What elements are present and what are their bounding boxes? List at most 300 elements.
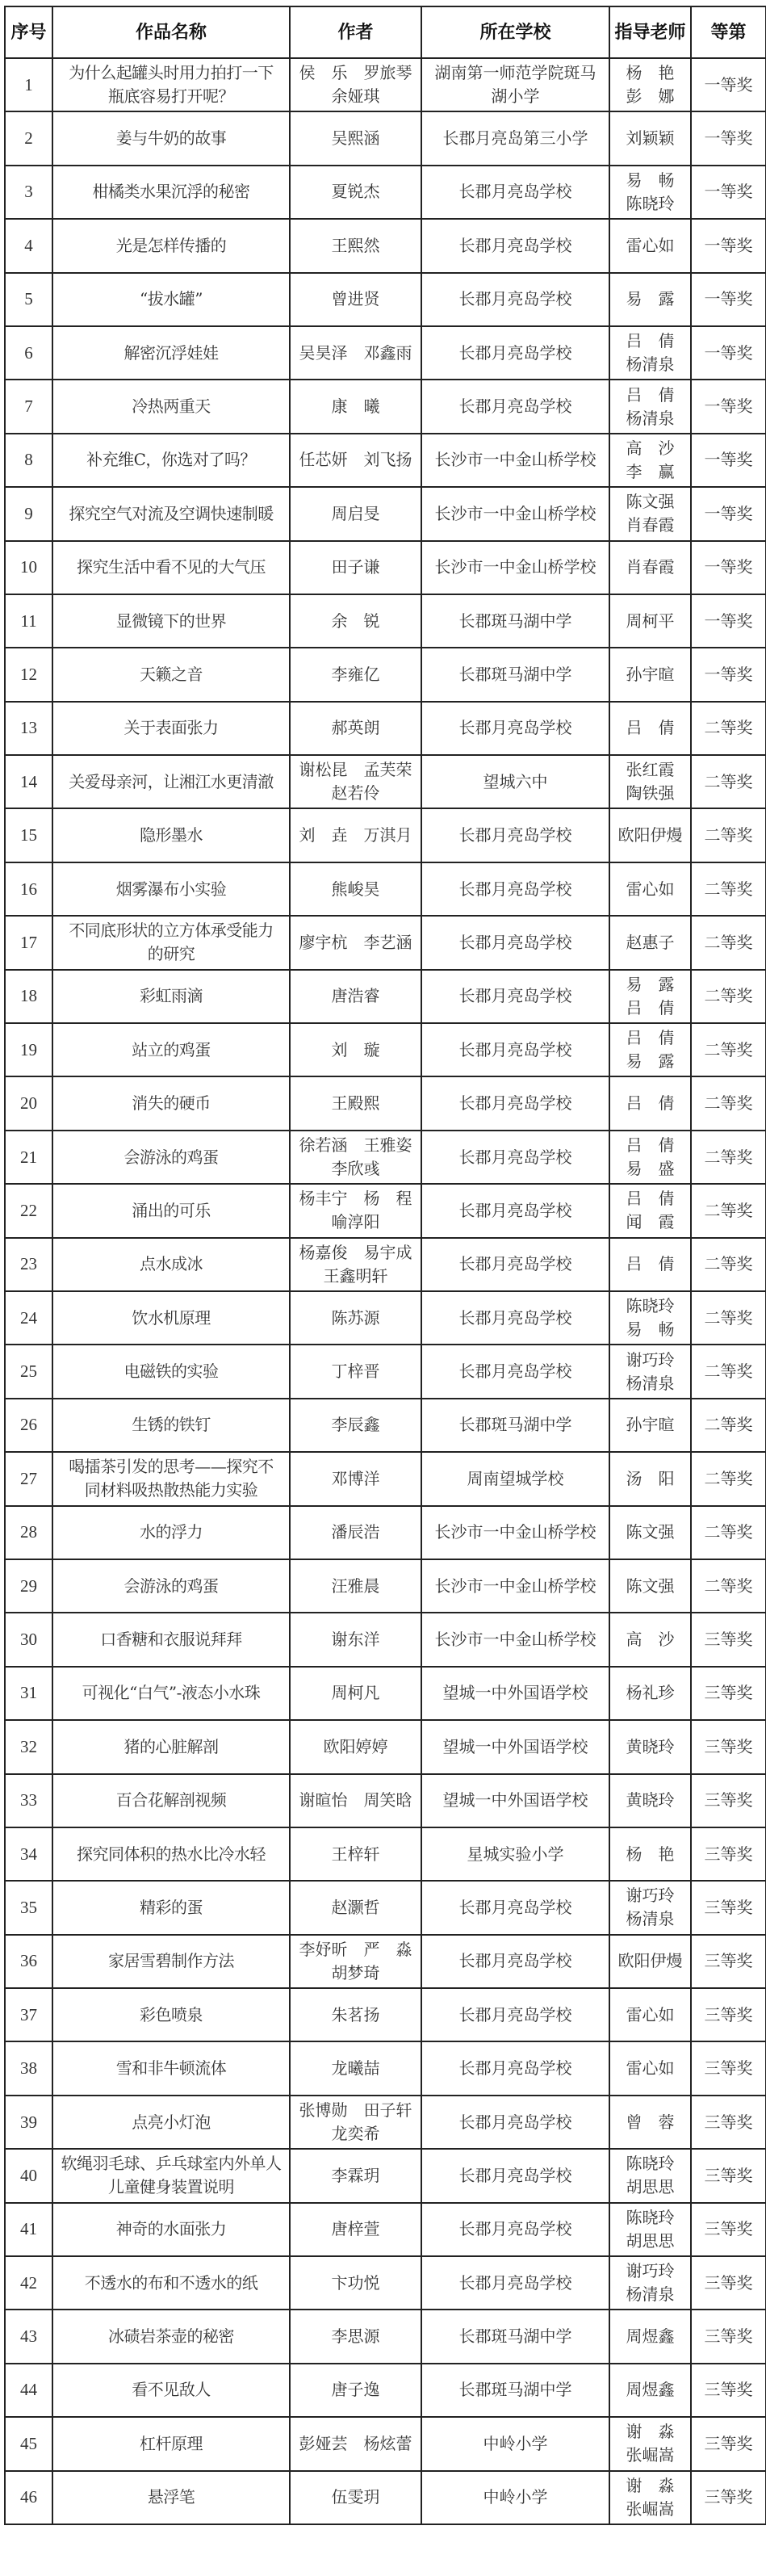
cell-school: 长沙市一中金山桥学校: [421, 541, 609, 594]
cell-teacher: 杨 艳: [609, 1827, 691, 1881]
table-row: [5, 1827, 766, 1881]
cell-school: 长郡月亮岛学校: [421, 1935, 609, 1988]
cell-award: 三等奖: [691, 1988, 766, 2041]
cell-school: 星城实验小学: [421, 1827, 609, 1881]
table-row: [5, 1720, 766, 1773]
cell-school: 长郡月亮岛学校: [421, 1988, 609, 2041]
cell-number: 10: [5, 541, 52, 594]
table-row: [5, 1023, 766, 1076]
cell-number: 39: [5, 2096, 52, 2149]
cell-number: 34: [5, 1827, 52, 1881]
cell-title: 不同底形状的立方体承受能力 的研究: [52, 916, 290, 969]
cell-school: 长沙市一中金山桥学校: [421, 1506, 609, 1559]
cell-author: 潘辰浩: [290, 1506, 421, 1559]
cell-school: 长郡月亮岛第三小学: [421, 111, 609, 165]
cell-teacher: 吕 倩 易 露: [609, 1023, 691, 1076]
cell-title: 关于表面张力: [52, 702, 290, 755]
cell-award: 二等奖: [691, 1131, 766, 1184]
cell-award: 二等奖: [691, 1291, 766, 1345]
table-row: [5, 1345, 766, 1398]
table-row: [5, 1131, 766, 1184]
cell-author: 刘 璇: [290, 1023, 421, 1076]
cell-award: 一等奖: [691, 541, 766, 594]
cell-number: 38: [5, 2041, 52, 2095]
cell-school: 长郡月亮岛学校: [421, 219, 609, 272]
cell-title: 神奇的水面张力: [52, 2203, 290, 2256]
cell-number: 42: [5, 2256, 52, 2310]
cell-author: 吴熙涵: [290, 111, 421, 165]
cell-award: 二等奖: [691, 1452, 766, 1505]
cell-title: 家居雪碧制作方法: [52, 1935, 290, 1988]
cell-school: 长郡月亮岛学校: [421, 326, 609, 380]
cell-award: 三等奖: [691, 2417, 766, 2470]
cell-number: 27: [5, 1452, 52, 1505]
cell-award: 二等奖: [691, 1238, 766, 1291]
cell-award: 二等奖: [691, 1506, 766, 1559]
cell-award: 一等奖: [691, 380, 766, 433]
cell-teacher: 吕 倩 易 盛: [609, 1131, 691, 1184]
cell-award: 二等奖: [691, 1184, 766, 1237]
cell-award: 三等奖: [691, 1720, 766, 1773]
cell-award: 一等奖: [691, 219, 766, 272]
cell-number: 43: [5, 2310, 52, 2363]
cell-school: 长郡月亮岛学校: [421, 2203, 609, 2256]
cell-title: 软绳羽毛球、乒乓球室内外单人 儿童健身装置说明: [52, 2149, 290, 2202]
table-row: [5, 1506, 766, 1559]
cell-school: 长郡斑马湖中学: [421, 2364, 609, 2417]
table-row: [5, 273, 766, 326]
cell-number: 23: [5, 1238, 52, 1291]
table-row: [5, 1452, 766, 1505]
header-author: 作者: [290, 6, 421, 58]
cell-author: 赵灏哲: [290, 1881, 421, 1934]
header-number: 序号: [5, 6, 52, 58]
header-school: 所在学校: [421, 6, 609, 58]
table-row: [5, 755, 766, 808]
cell-author: 唐浩睿: [290, 970, 421, 1023]
cell-author: 欧阳婷婷: [290, 1720, 421, 1773]
cell-teacher: 吕 倩 闻 霞: [609, 1184, 691, 1237]
cell-award: 三等奖: [691, 2096, 766, 2149]
cell-teacher: 谢巧玲 杨清泉: [609, 1881, 691, 1934]
cell-author: 康 曦: [290, 380, 421, 433]
cell-number: 7: [5, 380, 52, 433]
cell-award: 三等奖: [691, 1774, 766, 1827]
cell-author: 李霖玥: [290, 2149, 421, 2202]
cell-number: 18: [5, 970, 52, 1023]
cell-school: 长郡月亮岛学校: [421, 1184, 609, 1237]
cell-title: 百合花解剖视频: [52, 1774, 290, 1827]
cell-number: 4: [5, 219, 52, 272]
table-row: [5, 2203, 766, 2256]
cell-award: 三等奖: [691, 2203, 766, 2256]
cell-title: “拔水罐”: [52, 273, 290, 326]
cell-award: 一等奖: [691, 58, 766, 111]
cell-author: 龙曦喆: [290, 2041, 421, 2095]
cell-author: 李辰鑫: [290, 1399, 421, 1452]
table-row: [5, 1559, 766, 1613]
cell-title: 探究空气对流及空调快速制暖: [52, 487, 290, 540]
cell-author: 任芯妍 刘飞扬: [290, 434, 421, 487]
cell-author: 谢松昆 孟芙荣 赵若伶: [290, 755, 421, 808]
cell-school: 长郡斑马湖中学: [421, 594, 609, 648]
cell-number: 29: [5, 1559, 52, 1613]
cell-award: 二等奖: [691, 1076, 766, 1130]
cell-teacher: 欧阳伊熳: [609, 1935, 691, 1988]
cell-title: 关爱母亲河，让湘江水更清澈: [52, 755, 290, 808]
cell-title: 补充维C，你选对了吗？: [52, 434, 290, 487]
table-row: [5, 2310, 766, 2363]
cell-author: 曾进贤: [290, 273, 421, 326]
cell-school: 长郡月亮岛学校: [421, 702, 609, 755]
cell-title: 可视化“白气”-液态小水珠: [52, 1667, 290, 1720]
cell-title: 会游泳的鸡蛋: [52, 1559, 290, 1613]
cell-author: 余 锐: [290, 594, 421, 648]
cell-number: 28: [5, 1506, 52, 1559]
cell-author: 周柯凡: [290, 1667, 421, 1720]
cell-school: 长郡月亮岛学校: [421, 1023, 609, 1076]
cell-award: 二等奖: [691, 970, 766, 1023]
table-row: [5, 862, 766, 916]
cell-number: 37: [5, 1988, 52, 2041]
cell-number: 21: [5, 1131, 52, 1184]
cell-school: 长郡月亮岛学校: [421, 2149, 609, 2202]
cell-author: 陈苏源: [290, 1291, 421, 1345]
cell-teacher: 吕 倩: [609, 1076, 691, 1130]
cell-teacher: 周煜鑫: [609, 2310, 691, 2363]
table-row: [5, 1667, 766, 1720]
cell-school: 长郡月亮岛学校: [421, 862, 609, 916]
cell-number: 3: [5, 166, 52, 219]
cell-teacher: 孙宇暄: [609, 1399, 691, 1452]
cell-title: 猪的心脏解剖: [52, 1720, 290, 1773]
cell-title: 精彩的蛋: [52, 1881, 290, 1934]
cell-school: 长郡月亮岛学校: [421, 1345, 609, 1398]
cell-school: 长郡月亮岛学校: [421, 2256, 609, 2310]
cell-title: 喝擂茶引发的思考——探究不 同材料吸热散热能力实验: [52, 1452, 290, 1505]
cell-award: 一等奖: [691, 166, 766, 219]
cell-award: 一等奖: [691, 648, 766, 701]
cell-school: 长郡月亮岛学校: [421, 916, 609, 969]
cell-title: 点水成冰: [52, 1238, 290, 1291]
cell-number: 44: [5, 2364, 52, 2417]
cell-teacher: 张红霞 陶铁强: [609, 755, 691, 808]
cell-school: 长郡月亮岛学校: [421, 808, 609, 862]
table-row: [5, 2149, 766, 2202]
table-row: [5, 219, 766, 272]
cell-school: 中岭小学: [421, 2417, 609, 2470]
cell-author: 汪雅晨: [290, 1559, 421, 1613]
cell-author: 丁梓晋: [290, 1345, 421, 1398]
table-row: [5, 58, 766, 111]
cell-award: 三等奖: [691, 1935, 766, 1988]
cell-number: 9: [5, 487, 52, 540]
header-title: 作品名称: [52, 6, 290, 58]
awards-table: [4, 6, 766, 2525]
cell-author: 李雍亿: [290, 648, 421, 701]
cell-award: 三等奖: [691, 2041, 766, 2095]
cell-title: 探究同体积的热水比冷水轻: [52, 1827, 290, 1881]
cell-teacher: 吕 倩: [609, 1238, 691, 1291]
cell-teacher: 周柯平: [609, 594, 691, 648]
table-row: [5, 1881, 766, 1934]
cell-school: 长郡月亮岛学校: [421, 166, 609, 219]
cell-school: 长郡月亮岛学校: [421, 1238, 609, 1291]
cell-author: 伍雯玥: [290, 2471, 421, 2524]
table-row: [5, 2364, 766, 2417]
cell-number: 36: [5, 1935, 52, 1988]
cell-teacher: 汤 阳: [609, 1452, 691, 1505]
cell-teacher: 高 沙 李 赢: [609, 434, 691, 487]
cell-school: 长郡月亮岛学校: [421, 1291, 609, 1345]
cell-author: 杨丰宁 杨 程 喻淳阳: [290, 1184, 421, 1237]
cell-teacher: 高 沙: [609, 1613, 691, 1666]
cell-teacher: 谢 淼 张崛嵩: [609, 2471, 691, 2524]
cell-number: 26: [5, 1399, 52, 1452]
cell-school: 长沙市一中金山桥学校: [421, 487, 609, 540]
table-row: [5, 2417, 766, 2470]
table-row: [5, 166, 766, 219]
cell-teacher: 易 露: [609, 273, 691, 326]
cell-award: 三等奖: [691, 2149, 766, 2202]
cell-teacher: 杨礼珍: [609, 1667, 691, 1720]
cell-school: 长郡月亮岛学校: [421, 1881, 609, 1934]
cell-author: 周启旻: [290, 487, 421, 540]
cell-award: 二等奖: [691, 808, 766, 862]
cell-teacher: 黄晓玲: [609, 1720, 691, 1773]
cell-award: 一等奖: [691, 273, 766, 326]
cell-teacher: 刘颖颖: [609, 111, 691, 165]
cell-title: 口香糖和衣服说拜拜: [52, 1613, 290, 1666]
cell-award: 一等奖: [691, 326, 766, 380]
cell-number: 22: [5, 1184, 52, 1237]
table-row: [5, 2256, 766, 2310]
cell-school: 长郡月亮岛学校: [421, 380, 609, 433]
cell-teacher: 陈晓玲 胡思思: [609, 2149, 691, 2202]
cell-school: 长郡斑马湖中学: [421, 648, 609, 701]
cell-number: 46: [5, 2471, 52, 2524]
cell-title: 消失的硬币: [52, 1076, 290, 1130]
cell-school: 长郡月亮岛学校: [421, 273, 609, 326]
cell-teacher: 雷心如: [609, 862, 691, 916]
cell-school: 望城一中外国语学校: [421, 1667, 609, 1720]
cell-author: 杨嘉俊 易宇成 王鑫明轩: [290, 1238, 421, 1291]
cell-award: 二等奖: [691, 1399, 766, 1452]
cell-award: 三等奖: [691, 1667, 766, 1720]
cell-title: 光是怎样传播的: [52, 219, 290, 272]
cell-teacher: 雷心如: [609, 219, 691, 272]
cell-title: 看不见敌人: [52, 2364, 290, 2417]
cell-author: 夏锐杰: [290, 166, 421, 219]
cell-number: 20: [5, 1076, 52, 1130]
cell-title: 彩色喷泉: [52, 1988, 290, 2041]
table-row: [5, 2041, 766, 2095]
cell-school: 周南望城学校: [421, 1452, 609, 1505]
cell-award: 三等奖: [691, 2471, 766, 2524]
cell-teacher: 陈文强: [609, 1506, 691, 1559]
table-row: [5, 594, 766, 648]
cell-number: 15: [5, 808, 52, 862]
cell-title: 电磁铁的实验: [52, 1345, 290, 1398]
table-row: [5, 648, 766, 701]
cell-title: 冰碛岩茶壶的秘密: [52, 2310, 290, 2363]
cell-award: 一等奖: [691, 434, 766, 487]
cell-school: 长郡月亮岛学校: [421, 1076, 609, 1130]
table-row: [5, 380, 766, 433]
table-row: [5, 1184, 766, 1237]
cell-award: 二等奖: [691, 1023, 766, 1076]
cell-title: 站立的鸡蛋: [52, 1023, 290, 1076]
cell-title: 姜与牛奶的故事: [52, 111, 290, 165]
cell-teacher: 周煜鑫: [609, 2364, 691, 2417]
cell-teacher: 陈文强: [609, 1559, 691, 1613]
header-award: 等第: [691, 6, 766, 58]
cell-title: 隐形墨水: [52, 808, 290, 862]
cell-teacher: 易 露 吕 倩: [609, 970, 691, 1023]
table-row: [5, 541, 766, 594]
cell-school: 望城六中: [421, 755, 609, 808]
cell-teacher: 孙宇暄: [609, 648, 691, 701]
table-row: [5, 2471, 766, 2524]
cell-school: 长郡月亮岛学校: [421, 2096, 609, 2149]
cell-author: 谢暄怡 周笑晗: [290, 1774, 421, 1827]
cell-award: 二等奖: [691, 1559, 766, 1613]
cell-number: 11: [5, 594, 52, 648]
cell-teacher: 赵惠子: [609, 916, 691, 969]
cell-award: 三等奖: [691, 2364, 766, 2417]
cell-award: 三等奖: [691, 1613, 766, 1666]
cell-title: 会游泳的鸡蛋: [52, 1131, 290, 1184]
cell-author: 田子谦: [290, 541, 421, 594]
cell-author: 熊峻昊: [290, 862, 421, 916]
cell-award: 三等奖: [691, 1881, 766, 1934]
cell-school: 长沙市一中金山桥学校: [421, 1559, 609, 1613]
cell-author: 侯 乐 罗旅琴 余娅琪: [290, 58, 421, 111]
header-teacher: 指导老师: [609, 6, 691, 58]
cell-author: 李思源: [290, 2310, 421, 2363]
cell-number: 35: [5, 1881, 52, 1934]
table-row: [5, 1988, 766, 2041]
cell-school: 湖南第一师范学院斑马 湖小学: [421, 58, 609, 111]
table-row: [5, 702, 766, 755]
cell-award: 一等奖: [691, 594, 766, 648]
cell-number: 16: [5, 862, 52, 916]
cell-number: 17: [5, 916, 52, 969]
table-row: [5, 111, 766, 165]
cell-award: 三等奖: [691, 1827, 766, 1881]
cell-number: 5: [5, 273, 52, 326]
cell-school: 长沙市一中金山桥学校: [421, 1613, 609, 1666]
cell-title: 天籁之音: [52, 648, 290, 701]
table-row: [5, 2096, 766, 2149]
table-row: [5, 326, 766, 380]
cell-title: 杠杆原理: [52, 2417, 290, 2470]
cell-school: 长沙市一中金山桥学校: [421, 434, 609, 487]
cell-author: 邓博洋: [290, 1452, 421, 1505]
cell-school: 长郡斑马湖中学: [421, 1399, 609, 1452]
cell-title: 烟雾瀑布小实验: [52, 862, 290, 916]
cell-school: 望城一中外国语学校: [421, 1720, 609, 1773]
cell-teacher: 雷心如: [609, 1988, 691, 2041]
cell-author: 刘 垚 万淇月: [290, 808, 421, 862]
cell-title: 涌出的可乐: [52, 1184, 290, 1237]
cell-number: 31: [5, 1667, 52, 1720]
cell-title: 生锈的铁钉: [52, 1399, 290, 1452]
cell-teacher: 谢 淼 张崛嵩: [609, 2417, 691, 2470]
cell-title: 点亮小灯泡: [52, 2096, 290, 2149]
cell-author: 徐若涵 王雅姿 李欣彧: [290, 1131, 421, 1184]
table-body: [5, 58, 766, 2524]
cell-number: 41: [5, 2203, 52, 2256]
cell-number: 25: [5, 1345, 52, 1398]
cell-author: 卞功悦: [290, 2256, 421, 2310]
cell-number: 24: [5, 1291, 52, 1345]
cell-teacher: 易 畅 陈晓玲: [609, 166, 691, 219]
cell-award: 一等奖: [691, 111, 766, 165]
cell-number: 12: [5, 648, 52, 701]
cell-number: 30: [5, 1613, 52, 1666]
cell-number: 13: [5, 702, 52, 755]
cell-number: 40: [5, 2149, 52, 2202]
cell-school: 中岭小学: [421, 2471, 609, 2524]
cell-number: 8: [5, 434, 52, 487]
cell-number: 32: [5, 1720, 52, 1773]
cell-number: 2: [5, 111, 52, 165]
cell-teacher: 陈文强 肖春霞: [609, 487, 691, 540]
cell-author: 彭娅芸 杨炫蕾: [290, 2417, 421, 2470]
table-row: [5, 1399, 766, 1452]
table-row: [5, 434, 766, 487]
cell-author: 唐梓萱: [290, 2203, 421, 2256]
table-row: [5, 1076, 766, 1130]
table-row: [5, 1935, 766, 1988]
cell-teacher: 欧阳伊熳: [609, 808, 691, 862]
table-row: [5, 1613, 766, 1666]
cell-number: 1: [5, 58, 52, 111]
cell-number: 33: [5, 1774, 52, 1827]
cell-teacher: 陈晓玲 易 畅: [609, 1291, 691, 1345]
cell-school: 长郡月亮岛学校: [421, 2041, 609, 2095]
cell-award: 二等奖: [691, 916, 766, 969]
cell-title: 雪和非牛顿流体: [52, 2041, 290, 2095]
cell-title: 不透水的布和不透水的纸: [52, 2256, 290, 2310]
cell-award: 二等奖: [691, 755, 766, 808]
table-row: [5, 1774, 766, 1827]
table-row: [5, 970, 766, 1023]
table-row: [5, 1291, 766, 1345]
cell-teacher: 肖春霞: [609, 541, 691, 594]
table-row: [5, 487, 766, 540]
cell-number: 14: [5, 755, 52, 808]
cell-title: 探究生活中看不见的大气压: [52, 541, 290, 594]
cell-author: 郝英朗: [290, 702, 421, 755]
cell-teacher: 陈晓玲 胡思思: [609, 2203, 691, 2256]
cell-school: 长郡月亮岛学校: [421, 1131, 609, 1184]
cell-teacher: 吕 倩 杨清泉: [609, 380, 691, 433]
cell-author: 王梓轩: [290, 1827, 421, 1881]
cell-award: 三等奖: [691, 2256, 766, 2310]
cell-teacher: 吕 倩: [609, 702, 691, 755]
cell-teacher: 谢巧玲 杨清泉: [609, 2256, 691, 2310]
cell-author: 唐子逸: [290, 2364, 421, 2417]
cell-number: 19: [5, 1023, 52, 1076]
cell-school: 长郡斑马湖中学: [421, 2310, 609, 2363]
cell-author: 廖宇杭 李艺涵: [290, 916, 421, 969]
cell-title: 为什么起罐头时用力拍打一下 瓶底容易打开呢？: [52, 58, 290, 111]
cell-award: 二等奖: [691, 1345, 766, 1398]
cell-number: 45: [5, 2417, 52, 2470]
cell-title: 显微镜下的世界: [52, 594, 290, 648]
